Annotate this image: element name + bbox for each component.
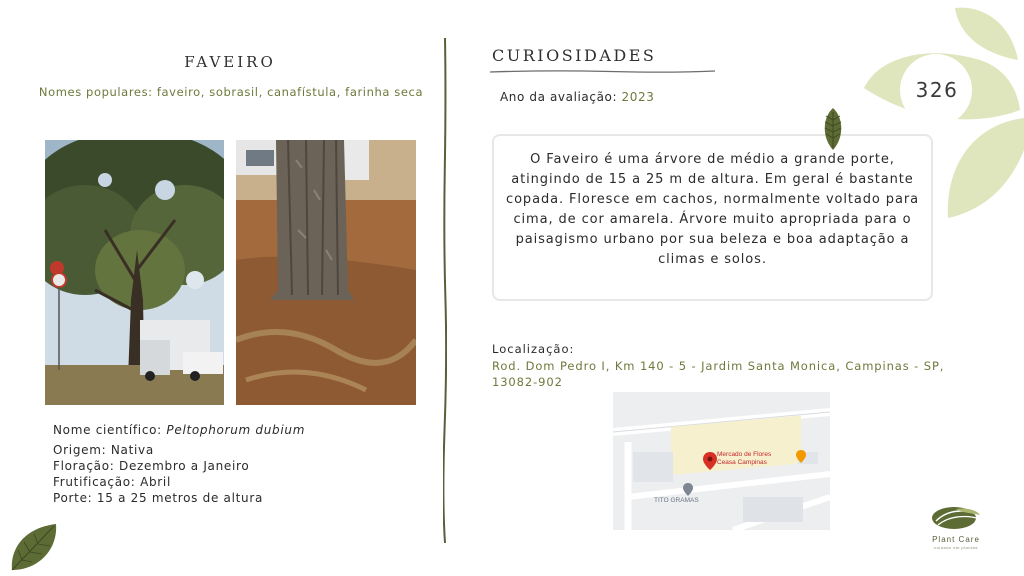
leaf-corner-icon [8, 520, 60, 572]
scientific-name-value: Peltophorum dubium [166, 423, 306, 437]
poi-gray-pin-icon [683, 483, 693, 496]
tree-facts [53, 422, 305, 506]
scientific-name-row [53, 422, 305, 438]
location-map[interactable] [613, 392, 830, 530]
fruiting-row: Frutificação: Abril [53, 475, 171, 489]
page-number: 326 [915, 78, 959, 102]
description-text: O Faveiro é uma árvore de médio a grande porte, atingindo de 15 a 25 m de altura. Em geral é bastante copada. Floresce em cachos, normalmente voltado para cima, de cor amarela. Árvore muito apropriada para o paisagismo urbano por sua beleza e boa adaptação a climas e solos. [506, 152, 919, 267]
year-label: Ano da avaliação: [500, 90, 622, 104]
logo-name: Plant Care [932, 535, 980, 544]
logo-tagline: cuidado em plantas [934, 545, 978, 550]
popular-names: Nomes populares: faveiro, sobrasil, canafístula, farinha seca [38, 85, 424, 99]
map-pin-label: Mercado de Flores Ceasa Campinas [717, 451, 772, 466]
tree-canopy-photo [45, 140, 224, 405]
section-title: CURIOSIDADES [492, 46, 657, 65]
title-underline [490, 69, 715, 74]
year-value: 2023 [621, 90, 655, 104]
map-poi-label: TITO GRAMAS [654, 497, 699, 504]
flowering-row: Floração: Dezembro a Janeiro [53, 459, 250, 473]
tree-trunk-photo [236, 140, 416, 405]
map-pin-icon[interactable] [703, 452, 717, 470]
leaf-decoration-icon [860, 0, 1024, 225]
vertical-divider [443, 38, 447, 543]
location-address: Rod. Dom Pedro I, Km 140 - 5 - Jardim Santa Monica, Campinas - SP, 13082-902 [492, 359, 945, 389]
leaf-icon [820, 108, 846, 150]
location-label: Localização: [492, 342, 575, 356]
poi-pin-icon [796, 450, 806, 463]
evaluation-year [500, 90, 655, 104]
origin-row: Origem: Nativa [53, 443, 154, 457]
scientific-name-label: Nome científico: [53, 423, 167, 437]
size-row: Porte: 15 a 25 metros de altura [53, 491, 264, 505]
tree-title: FAVEIRO [184, 53, 276, 71]
